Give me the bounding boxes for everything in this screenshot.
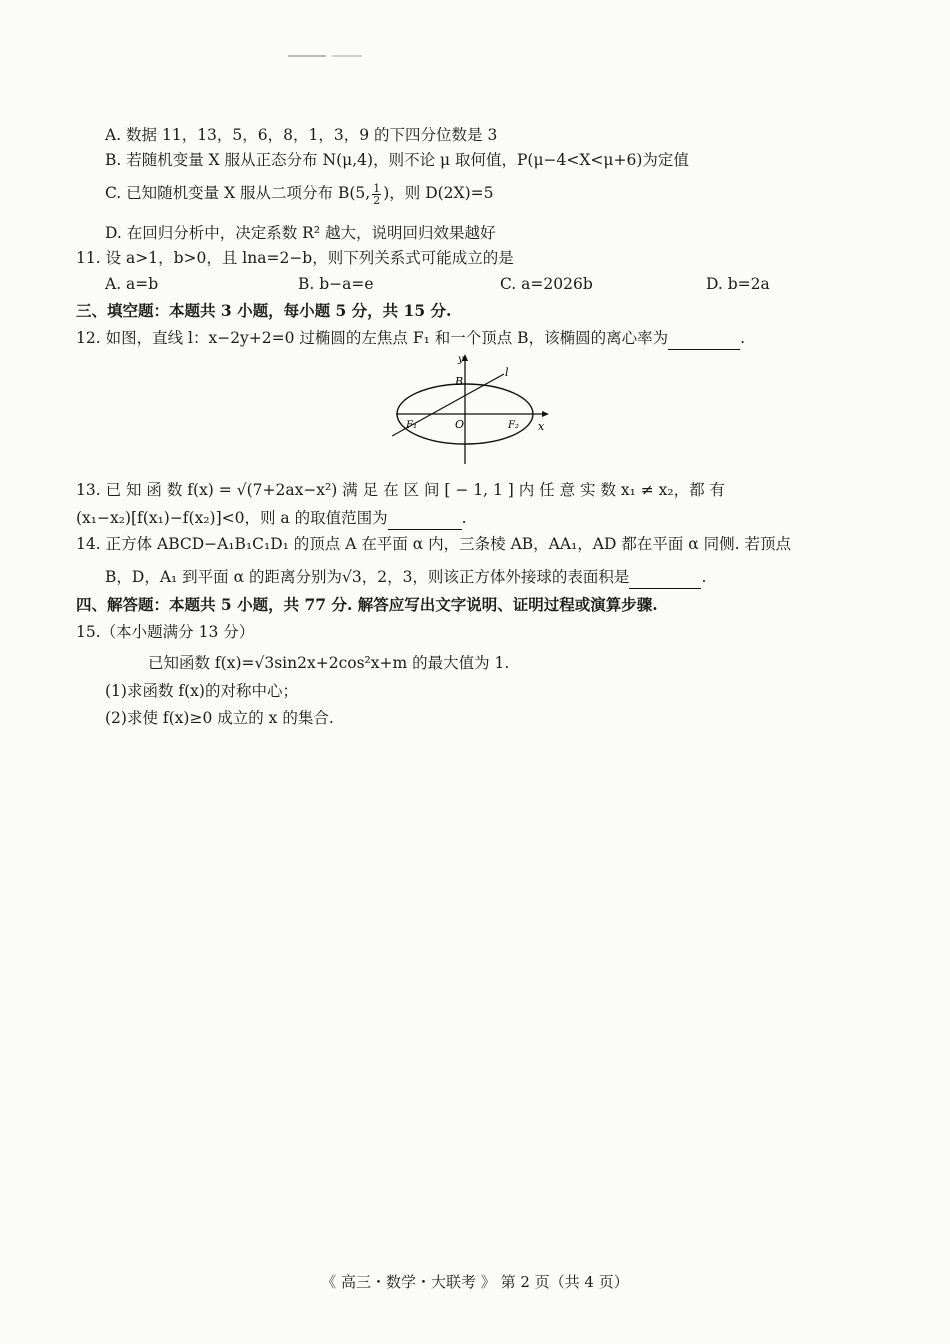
q13-text: (x₁−x₂)[f(x₁)−f(x₂)]<0，则 a 的取值范围为 xyxy=(76,509,388,527)
q10-option-c xyxy=(105,182,493,206)
q15-stem: 已知函数 f(x)=√3sin2x+2cos²x+m 的最大值为 1. xyxy=(148,654,510,672)
ellipse-figure xyxy=(392,352,552,467)
q10-option-b: B. 若随机变量 X 服从正态分布 N(μ,4)，则不论 μ 取何值，P(μ−4<X<μ+6)为定值 xyxy=(105,151,689,169)
x-axis-arrow-icon xyxy=(542,411,549,417)
q10-option-d: D. 在回归分析中，决定系数 R² 越大，说明回归效果越好 xyxy=(105,224,496,242)
label-y: y xyxy=(458,354,464,365)
label-o: O xyxy=(455,418,465,431)
q12-period: . xyxy=(740,329,746,347)
q15-part-2: (2)求使 f(x)≥0 成立的 x 的集合. xyxy=(105,709,334,727)
scan-artifact xyxy=(288,54,368,58)
q12-stem xyxy=(76,327,745,350)
q13-line-1: 13. 已 知 函 数 f(x) = √(7+2ax−x²) 满 足 在 区 间 [ − 1, 1 ] 内 任 意 实 数 x₁ ≠ x₂，都 有 xyxy=(76,481,726,499)
section-3-title: 三、填空题：本题共 3 小题，每小题 5 分，共 15 分. xyxy=(76,301,452,320)
q10-option-c-fraction xyxy=(372,183,381,206)
label-f2: F₂ xyxy=(508,420,519,431)
q14-period: . xyxy=(701,568,707,586)
q10-option-c-prefix: C. 已知随机变量 X 服从二项分布 B(5, xyxy=(105,184,371,202)
q11-stem: 11. 设 a>1，b>0，且 lna=2−b，则下列关系式可能成立的是 xyxy=(76,249,514,267)
label-l: l xyxy=(505,366,509,379)
label-x: x xyxy=(538,420,545,433)
fraction-denominator: 2 xyxy=(373,193,381,207)
q14-text: B，D，A₁ 到平面 α 的距离分别为√3，2，3，则该正方体外接球的表面积是 xyxy=(105,568,630,586)
q12-text: 12. 如图，直线 l：x−2y+2=0 过椭圆的左焦点 F₁ 和一个顶点 B，该椭圆的离心率为 xyxy=(76,329,669,347)
q13-period: . xyxy=(461,509,467,527)
q12-answer-blank xyxy=(668,327,740,350)
q14-answer-blank xyxy=(629,566,701,589)
q13-line-2 xyxy=(76,507,467,530)
q11-option-a: A. a=b xyxy=(105,275,159,293)
q11-option-d: D. b=2a xyxy=(706,275,770,293)
q11-option-b: B. b−a=e xyxy=(298,275,374,293)
section-4-title: 四、解答题：本题共 5 小题，共 77 分. 解答应写出文字说明、证明过程或演算步骤. xyxy=(76,595,658,614)
q13-answer-blank xyxy=(388,507,462,530)
q10-option-a: A. 数据 11，13，5，6，8，1，3，9 的下四分位数是 3 xyxy=(105,126,498,144)
q15-part-1: (1)求函数 f(x)的对称中心； xyxy=(105,682,298,700)
page-footer: 《 高三・数学・大联考 》 第 2 页（共 4 页） xyxy=(321,1273,629,1291)
q15-header: 15.（本小题满分 13 分） xyxy=(76,623,255,641)
q14-line-1: 14. 正方体 ABCD−A₁B₁C₁D₁ 的顶点 A 在平面 α 内，三条棱 AB，AA₁，AD 都在平面 α 同侧. 若顶点 xyxy=(76,535,792,553)
q10-option-c-suffix: )，则 D(2X)=5 xyxy=(383,184,494,202)
label-b: B xyxy=(455,375,464,388)
q14-line-2 xyxy=(105,566,706,589)
fraction-numerator: 1 xyxy=(373,181,381,195)
label-f1: F₁ xyxy=(406,420,417,431)
q11-option-c: C. a=2026b xyxy=(500,275,593,293)
